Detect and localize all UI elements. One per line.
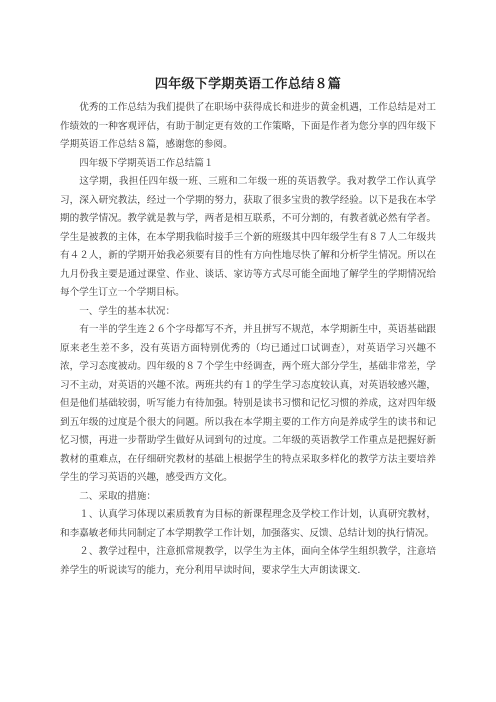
document-title: 四年级下学期英语工作总结８篇 [154, 77, 342, 92]
intro-paragraph: 优秀的工作总结为我们提供了在职场中获得成长和进步的黄金机遇，工作总结是对工作绩效的一种客观评估，有助于制定更有效的工作策略，下面是作者为您分享的四年级下学期英语工作总结８篇，感谢您的参阅。 [60, 102, 436, 150]
body-paragraph: 这学期，我担任四年级一班、三班和二年级一班的英语教学。我对教学工作认真学习，深入研究教法，经过一个学期的努力，获取了很多宝贵的教学经验。以下是我在本学期的教学情况。教学就是教与学，两者是相互联系，不可分割的，有教者就必然有学者。学生是被教的主体，在本学期我临时接手三个新的班级其中四年级学生有８７人二年级共有４２人，新的学期开始我必须要有目的性有方向性地尽快了解和分析学生情况。所以在九月份我主要是通过课堂、作业、谈话、家访等方式尽可能全面地了解学生的学期情况给每个学生订立一个学期目标。 [60, 176, 436, 298]
section-heading-1: 四年级下学期英语工作总结篇１ [79, 157, 214, 169]
body-paragraph: １、认真学习体现以素质教育为目标的新课程理念及学校工作计划，认真研究教材，和李嘉敏老师共同制定了本学期教学工作计划，加强落实、反馈、总结计划的执行情况。 [60, 509, 436, 539]
subheading-measures: 二、采取的措施： [79, 490, 156, 502]
body-paragraph: 有一半的学生连２６个字母都写不齐，并且拼写不规范，本学期新生中，英语基础跟原来老生差不多，没有英语方面特别优秀的（均已通过口试调查），对英语学习兴趣不浓，学习态度被动。四年级的８７个学生中经调查，两个班大部分学生，基础非常差，学习不主动，对英语的兴趣不浓。两班共约有１的学生学习态度较认真，对英语较感兴趣，但是他们基础较弱，听写能力有待加强。特别是读书习惯和记忆习惯的养成，这对四年级到五年级的过度是个很大的问题。所以我在本学期主要的工作方向是养成学生的读书和记忆习惯，再进一步帮助学生做好从词到句的过度。二年级的英语教学工作重点是把握好新教材的重难点，在仔细研究教材的基础上根据学生的特点采取多样化的教学方法主要培养学生的学习英语的兴趣，感受西方文化。 [60, 324, 436, 483]
body-paragraph: ２、教学过程中，注意抓常规教学，以学生为主体，面向全体学生组织教学，注意培养学生的听说读写的能力，充分利用早读时间，要求学生大声朗读课文． [60, 546, 436, 576]
subheading-student-status: 一、学生的基本状况： [79, 305, 176, 317]
document-body [60, 99, 436, 580]
